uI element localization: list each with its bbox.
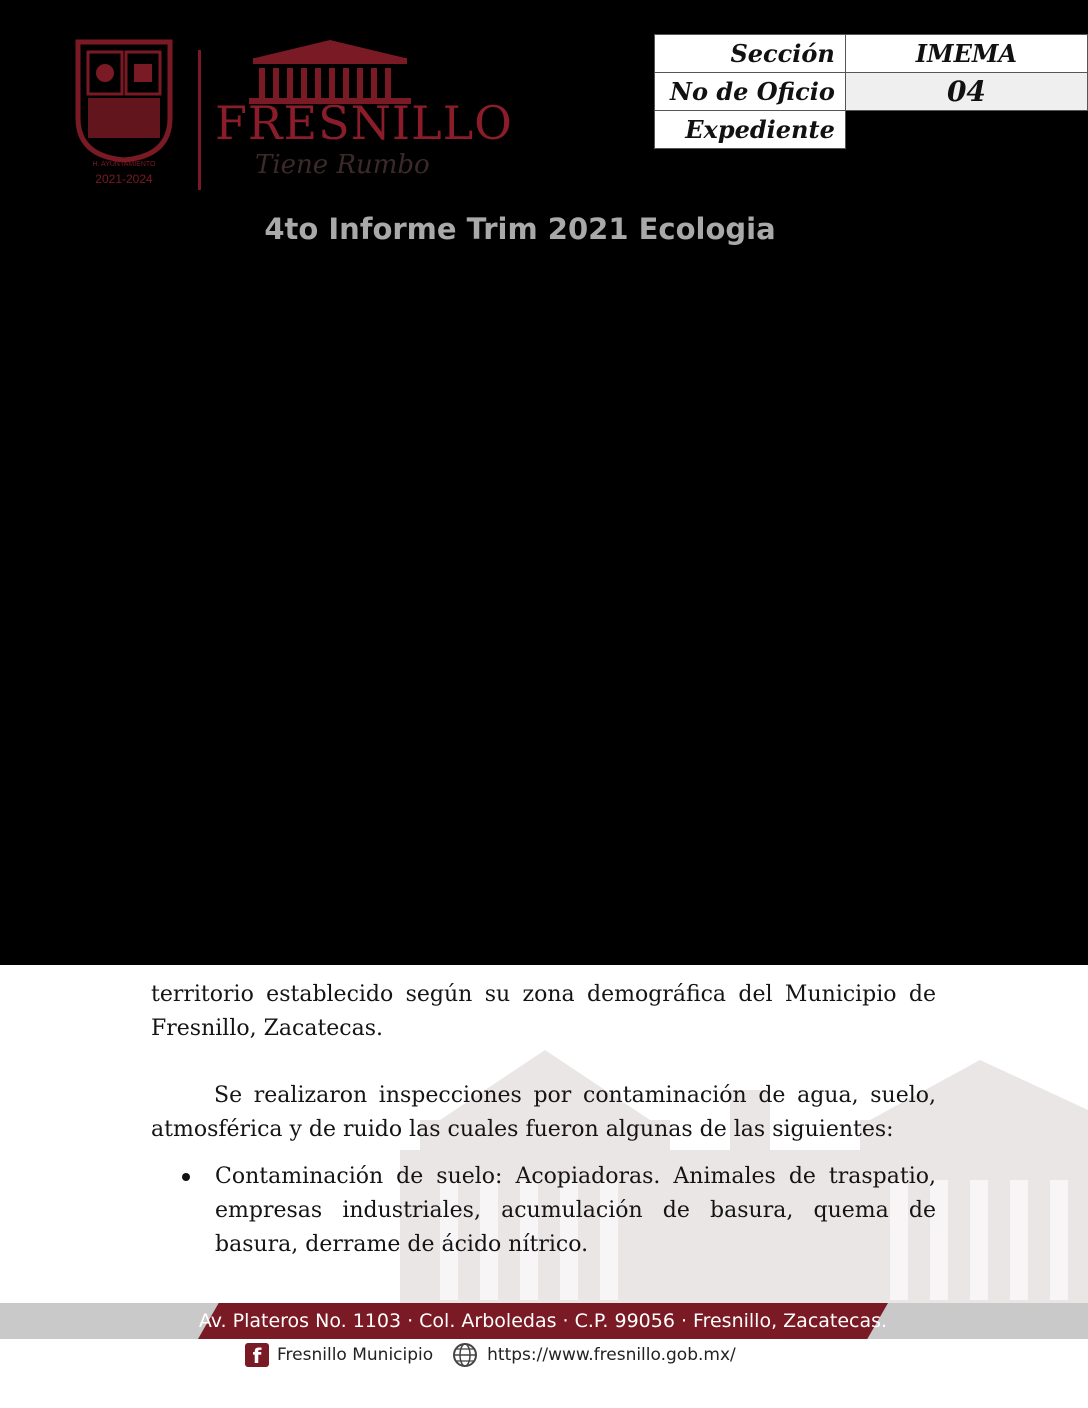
- seccion-label: Sección: [655, 35, 846, 73]
- globe-icon: [451, 1341, 479, 1369]
- body-paragraph: territorio establecido según su zona demográfica del Municipio de Fresnillo, Zacatecas.: [151, 982, 936, 1041]
- document-header: [0, 0, 1088, 200]
- logo-wordmark: FRESNILLO: [215, 96, 513, 150]
- body-paragraph: Se realizaron inspecciones por contaminación de agua, suelo, atmosférica y de ruido las cuales fueron algunas de las siguientes:: [151, 1083, 936, 1142]
- oficio-value: 04: [845, 73, 1087, 111]
- list-item-text: Contaminación de suelo: Acopiadoras. Animales de traspatio, empresas industriales, acumulación de basura, quema de basura, derrame de ácido nítrico.: [215, 1164, 936, 1257]
- oficio-label: No de Oficio: [655, 73, 846, 111]
- document-title: 4to Informe Trim 2021 Ecologia: [264, 212, 776, 246]
- seal-caption: H. AYUNTAMIENTO: [92, 161, 156, 168]
- expediente-value: [845, 111, 1087, 149]
- website-link[interactable]: https://www.fresnillo.gob.mx/: [487, 1345, 736, 1365]
- seal-years: 2021-2024: [95, 172, 153, 186]
- expediente-label: Expediente: [655, 111, 846, 149]
- list-item: [151, 1160, 936, 1262]
- document-meta-table: [654, 34, 1088, 149]
- footer-links: [245, 1340, 736, 1370]
- logo-divider: [198, 50, 201, 190]
- footer-band: [0, 1303, 1088, 1339]
- bullet-list: [151, 1160, 936, 1262]
- facebook-link[interactable]: Fresnillo Municipio: [277, 1345, 434, 1365]
- footer-address: Av. Plateros No. 1103 · Col. Arboledas · C.P. 99056 · Fresnillo, Zacatecas.: [198, 1310, 888, 1332]
- facebook-icon[interactable]: f: [245, 1343, 269, 1367]
- logo-tagline: Tiene Rumbo: [255, 150, 430, 180]
- bullet-icon: [182, 1173, 190, 1181]
- seccion-value: IMEMA: [845, 35, 1087, 73]
